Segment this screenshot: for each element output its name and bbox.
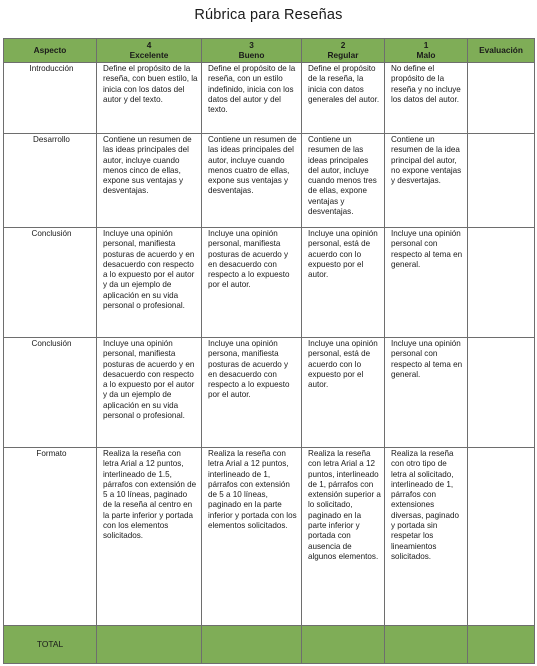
criterion-cell: Incluye una opinión personal, manifiesta posturas de acuerdo y en desacuerdo con respecto a lo expuesto por el autor y da un ejemplo de aplicación en su vida personal o profesional. <box>97 338 202 448</box>
header-evaluacion: Evaluación <box>468 39 535 63</box>
criterion-cell: Realiza la reseña con otro tipo de letra al solicitado, interlineado de 1, párrafos con extensiones diversas, paginado y portada sin respetar los lineamientos solicitados. <box>385 448 468 626</box>
evaluation-cell[interactable] <box>468 338 535 448</box>
criterion-cell: Contiene un resumen de las ideas principales del autor, incluye cuando menos cinco de ellas, expone sus ventajas y desventajas. <box>97 134 202 228</box>
criterion-cell: Incluye una opinión personal con respecto al tema en general. <box>385 338 468 448</box>
rubric-table <box>3 38 535 664</box>
criterion-cell: Incluye una opinión persona, manifiesta posturas de acuerdo y en desacuerdo con respecto a lo expuesto por el autor. <box>202 338 302 448</box>
criterion-cell: Define el propósito de la reseña, con buen estilo, la inicia con los datos del autor y del texto. <box>97 63 202 134</box>
total-cell <box>97 626 202 664</box>
criterion-cell: Incluye una opinión personal, manifiesta posturas de acuerdo y en desacuerdo con respecto a lo expuesto por el autor y da un ejemplo de aplicación en su vida personal o profesional. <box>97 228 202 338</box>
criterion-cell: Contiene un resumen de las ideas principales del autor, incluye cuando menos tres de ellas, expone ventajas y desventajas. <box>302 134 385 228</box>
header-excelente: 4 Excelente <box>97 39 202 63</box>
evaluation-cell[interactable] <box>468 228 535 338</box>
aspect-cell: Conclusión <box>4 228 97 338</box>
criterion-cell: Define el propósito de la reseña, la inicia con datos generales del autor. <box>302 63 385 134</box>
table-row <box>4 448 535 626</box>
table-row <box>4 338 535 448</box>
evaluation-cell[interactable] <box>468 134 535 228</box>
criterion-cell: Incluye una opinión personal, está de acuerdo con lo expuesto por el autor. <box>302 338 385 448</box>
criterion-cell: Define el propósito de la reseña, con un estilo indefinido, inicia con los datos del autor y del texto. <box>202 63 302 134</box>
header-regular: 2 Regular <box>302 39 385 63</box>
criterion-cell: Realiza la reseña con letra Arial a 12 puntos, interlineado de 1, párrafos con extensión superior a lo solicitado, paginado en la parte inferior y portada con ausencia de algunos elementos. <box>302 448 385 626</box>
header-bueno: 3 Bueno <box>202 39 302 63</box>
aspect-cell: Introducción <box>4 63 97 134</box>
table-row <box>4 228 535 338</box>
aspect-cell: Conclusión <box>4 338 97 448</box>
criterion-cell: Incluye una opinión personal, está de acuerdo con lo expuesto por el autor. <box>302 228 385 338</box>
page-title: Rúbrica para Reseñas <box>194 7 343 23</box>
evaluation-cell[interactable] <box>468 63 535 134</box>
criterion-cell: Contiene un resumen de las ideas principales del autor, incluye cuando menos cuatro de ellas, expone sus ventajas y desventajas. <box>202 134 302 228</box>
total-evaluation-cell[interactable] <box>468 626 535 664</box>
criterion-cell: Realiza la reseña con letra Arial a 12 puntos, interlineado de 1.5, párrafos con extensión de 5 a 10 líneas, paginado de la reseña al centro en la parte inferior y portada con los elementos solicitados. <box>97 448 202 626</box>
criterion-cell: Contiene un resumen de la idea principal del autor, no expone ventajas y desvertajas. <box>385 134 468 228</box>
criterion-cell: Incluye una opinión personal con respecto al tema en general. <box>385 228 468 338</box>
total-cell <box>385 626 468 664</box>
criterion-cell: No define el propósito de la reseña y no incluye los datos del autor. <box>385 63 468 134</box>
total-label: TOTAL <box>4 626 97 664</box>
total-row <box>4 626 535 664</box>
table-row <box>4 134 535 228</box>
total-cell <box>202 626 302 664</box>
total-cell <box>302 626 385 664</box>
header-aspecto: Aspecto <box>4 39 97 63</box>
table-row <box>4 63 535 134</box>
evaluation-cell[interactable] <box>468 448 535 626</box>
criterion-cell: Realiza la reseña con letra Arial a 12 puntos, interlineado de 1, párrafos con extensión de 5 a 10 líneas, paginado en la parte inferior y portada con los elementos solicitados. <box>202 448 302 626</box>
aspect-cell: Desarrollo <box>4 134 97 228</box>
aspect-cell: Formato <box>4 448 97 626</box>
table-header-row <box>4 39 535 63</box>
header-malo: 1 Malo <box>385 39 468 63</box>
criterion-cell: Incluye una opinión personal, manifiesta posturas de acuerdo y en desacuerdo con respecto a lo expuesto por el autor. <box>202 228 302 338</box>
